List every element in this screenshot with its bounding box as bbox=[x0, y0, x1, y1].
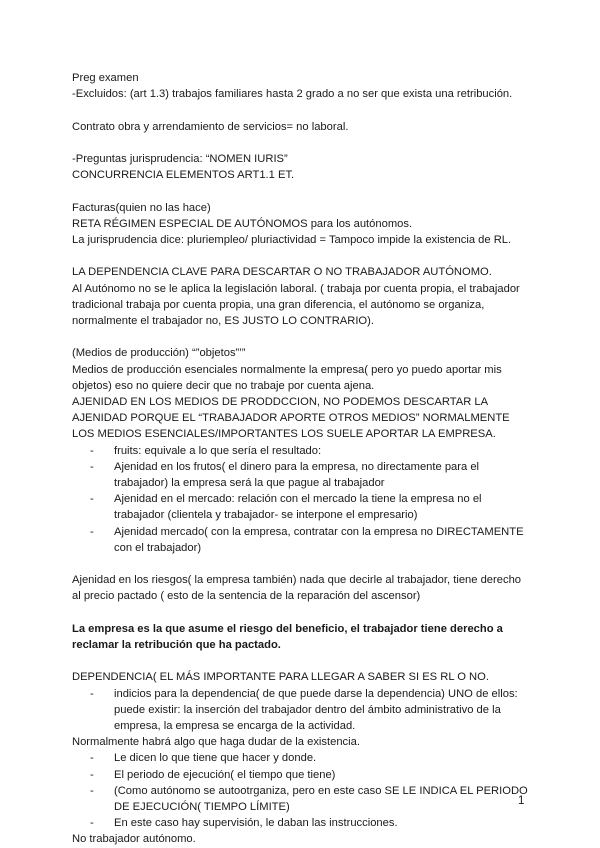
list-item: - En este caso hay supervisión, le daban las instrucciones. bbox=[90, 815, 532, 831]
text-line: Contrato obra y arrendamiento de servicios= no laboral. bbox=[72, 120, 349, 133]
text-line: No trabajador autónomo. bbox=[72, 833, 196, 846]
text-line: CONCURRENCIA ELEMENTOS ART1.1 ET. bbox=[72, 169, 295, 182]
spacer bbox=[72, 605, 532, 621]
spacer bbox=[72, 248, 532, 264]
text-line: RETA RÉGIMEN ESPECIAL DE AUTÓNOMOS para los autónomos. bbox=[72, 217, 413, 230]
paragraph: Al Autónomo no se le aplica la legislación laboral. ( trabaja por cuenta propia, el trabajador tradicional trabaja por cuenta propia, una gran diferencia, el autónomo se organiza, normalmente el trabajador no, ES JUSTO LO CONTRARIO). bbox=[72, 282, 520, 327]
bold-paragraph: La empresa es la que asume el riesgo del beneficio, el trabajador tiene derecho a reclamar la retribución que ha pactado. bbox=[72, 622, 503, 651]
list-item: - Ajenidad en los frutos( el dinero para la empresa, no directamente para el trabajador) la empresa será la que pague al trabajador bbox=[90, 459, 532, 491]
spacer bbox=[72, 653, 532, 669]
paragraph: Medios de producción esenciales normalmente la empresa( pero yo puedo aportar mis objetos) eso no quiere decir que no trabaje por cuenta ajena. bbox=[72, 363, 502, 392]
text-line: LA DEPENDENCIA CLAVE PARA DESCARTAR O NO TRABAJADOR AUTÓNOMO. bbox=[72, 266, 492, 279]
bullet-list-dependencia bbox=[72, 686, 532, 735]
paragraph: Ajenidad en los riesgos( la empresa también) nada que decirle al trabajador, tiene derecho al precio pactado ( esto de la sentencia de la reparación del ascensor) bbox=[72, 574, 522, 603]
text-line: -Excluidos: (art 1.3) trabajos familiares hasta 2 grado a no ser que exista una retribución. bbox=[72, 88, 513, 101]
text-line: Facturas(quien no las hace) bbox=[72, 201, 211, 214]
spacer bbox=[72, 556, 532, 572]
bullet-list-indicios bbox=[72, 750, 532, 831]
list-item: - El periodo de ejecución( el tiempo que tiene) bbox=[90, 767, 532, 783]
paragraph: AJENIDAD EN LOS MEDIOS DE PRODDCCION, NO PODEMOS DESCARTAR LA AJENIDAD PORQUE EL “TRABAJADOR APORTE OTROS MEDIOS” NORMALMENTE LOS MEDIOS ESENCIALES/IMPORTANTES LOS SUELE APORTAR LA EMPRESA. bbox=[72, 395, 510, 441]
bullet-list-ajenidad bbox=[72, 443, 532, 556]
text-line: La jurisprudencia dice: pluriempleo/ pluriactividad = Tampoco impide la existencia de RL. bbox=[72, 233, 512, 246]
text-line: (Medios de producción) “”objetos”’” bbox=[72, 347, 246, 360]
spacer bbox=[72, 102, 532, 118]
list-item: - fruits: equivale a lo que sería el resultado: bbox=[90, 443, 532, 459]
list-item: - Le dicen lo que tiene que hacer y donde. bbox=[90, 750, 532, 766]
text-line: Normalmente habrá algo que haga dudar de la existencia. bbox=[72, 736, 360, 749]
spacer bbox=[72, 135, 532, 151]
list-item: - (Como autónomo se autootrganiza, pero en este caso SE LE INDICA EL PERIODO DE EJECUCIÓN( TIEMPO LÍMITE) bbox=[90, 783, 532, 815]
document-body bbox=[72, 70, 532, 848]
text-line: -Preguntas jurisprudencia: “NOMEN IURIS” bbox=[72, 152, 288, 165]
spacer bbox=[72, 183, 532, 199]
list-item: - Ajenidad mercado( con la empresa, contratar con la empresa no DIRECTAMENTE con el trabajador) bbox=[90, 524, 532, 556]
spacer bbox=[72, 329, 532, 345]
list-item: - Ajenidad en el mercado: relación con el mercado la tiene la empresa no el trabajador (clientela y trabajador- se interpone el empresario) bbox=[90, 491, 532, 523]
text-line: DEPENDENCIA( EL MÁS IMPORTANTE PARA LLEGAR A SABER SI ES RL O NO. bbox=[72, 671, 489, 684]
page-number: 1 bbox=[518, 795, 525, 807]
heading-preg-examen: Preg examen bbox=[72, 72, 139, 84]
list-item: - indicios para la dependencia( de que puede darse la dependencia) UNO de ellos: puede existir: la inserción del trabajador dentro del ámbito administrativo de la empresa, la empresa se encarga de la actividad. bbox=[90, 686, 532, 735]
